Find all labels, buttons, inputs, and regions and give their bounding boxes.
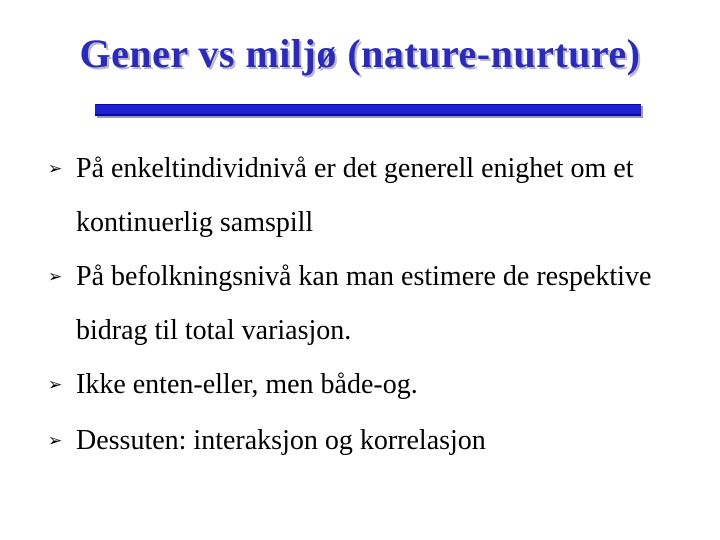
bullet-text: På enkeltindividnivå er det generell enighet om et kontinuerlig samspill [76, 153, 634, 238]
arrowhead-bullet-icon: ➢ [48, 267, 63, 287]
bullet-item [48, 250, 688, 358]
bullet-text: På befolkningsnivå kan man estimere de respektive bidrag til total variasjon. [76, 261, 652, 346]
arrowhead-bullet-icon: ➢ [48, 431, 63, 451]
arrowhead-bullet-icon: ➢ [48, 159, 63, 179]
bullet-item [48, 414, 688, 468]
slide-title: Gener vs miljø (nature-nurture) [79, 31, 641, 76]
bullet-text: Ikke enten-eller, men både-og. [76, 369, 418, 400]
bullet-item [48, 142, 688, 250]
bullet-item [48, 358, 688, 412]
bullet-text: Dessuten: interaksjon og korrelasjon [76, 425, 486, 456]
arrowhead-bullet-icon: ➢ [48, 375, 63, 395]
